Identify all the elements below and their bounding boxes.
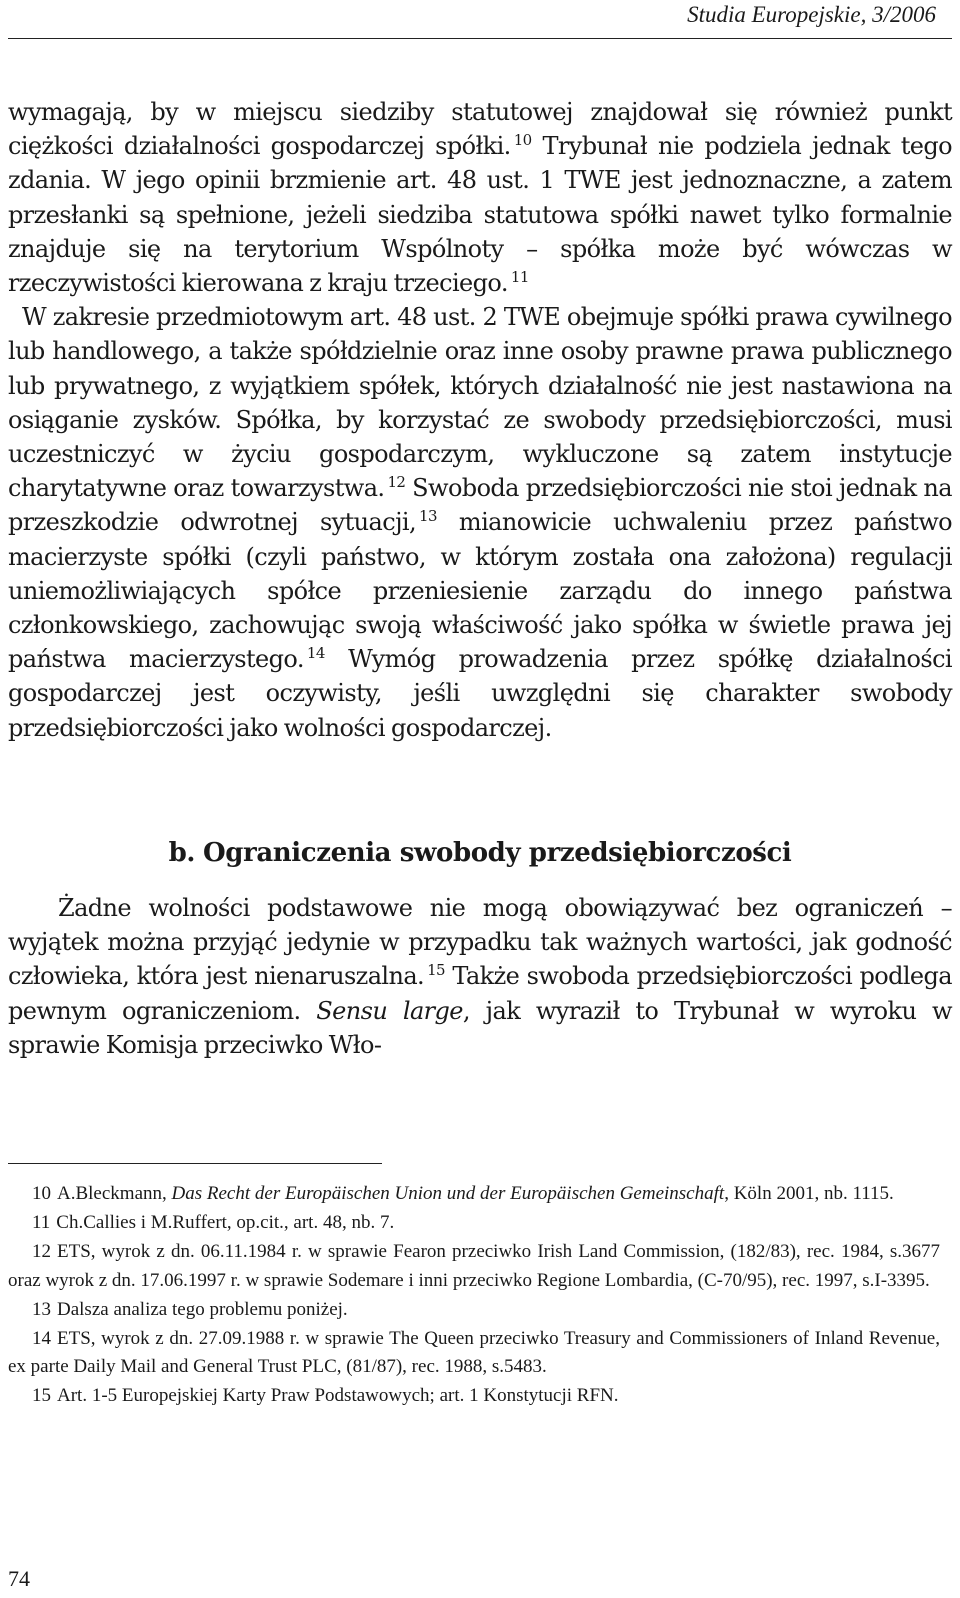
paragraph-text: wymagają, by w miejscu siedziby statutowej znajdował się również punkt ciężkości działalności gospodarczej spółki. — [8, 98, 952, 161]
footnote-number: 12 — [32, 1240, 51, 1262]
footnote-number: 15 — [32, 1385, 51, 1407]
paragraph-text: Trybunał nie podziela jednak tego zdania. W jego opinii brzmienie art. 48 ust. 1 TWE jest jednoznaczne, a zatem przesłanki są spełnione, jeżeli siedziba statutowa spółki nawet tylko formalnie znajduje się na terytorium Wspólnoty – spółka może być wówczas w rzeczywistości kierowana z kraju trzeciego. — [8, 132, 952, 298]
section-letter: b. — [168, 838, 196, 868]
paragraph-text: Swoboda przedsiębiorczości nie stoi jednak na przeszkodzie odwrotnej sytuacji, — [8, 474, 952, 537]
footnote-number: 11 — [32, 1211, 51, 1233]
footnote-number: 10 — [32, 1183, 51, 1204]
paragraph-text: W zakresie przedmiotowym art. 48 ust. 2 TWE obejmuje spółki prawa cywilnego lub handlowego, a także spółdzielnie oraz inne osoby prawne prawa publicznego lub prywatnego, z wyjątkiem spółek, których działalność nie jest nastawiona na osiąganie zysków. Spółka, by korzystać ze swobody przedsiębiorczości, musi uczestniczyć w życiu gospodarczym, wykluczone są zatem instytucje charytatywne oraz towarzystwa. — [8, 303, 952, 503]
footnote-ref[interactable]: 12 — [387, 473, 406, 492]
header-rule — [8, 38, 952, 39]
footnote-ref[interactable]: 15 — [427, 961, 445, 980]
footnote-text: ETS, wyrok z dn. 27.09.1988 r. w sprawie The Queen przeciwko Treasury and Commissioners of Inland Revenue, ex parte Daily Mail and General Trust PLC, (81/87), rec. 1988, s.5483. — [8, 1327, 940, 1378]
paragraph-text: mianowicie uchwaleniu przez państwo macierzyste spółki (czyli państwo, w którym została ona założona) regulacji uniemożliwiających spółce przeniesienie zarządu do innego państwa członkowskiego, zachowując swoją właściwość jako spółka w świetle prawa jej państwa macierzystego. — [8, 508, 952, 674]
footnote-text: ETS, wyrok z dn. 06.11.1984 r. w sprawie Fearon przeciwko Irish Land Commission, (182/83), rec. 1984, s.3677 oraz wyrok z dn. 17.06.1997 r. w sprawie Sodemare i inni przeciwko Regione Lombardia, (C-70/95), rec. 1997, s.I-3395. — [8, 1240, 940, 1291]
footnote — [8, 1325, 940, 1383]
running-head: Studia Europejskie, 3/2006 — [687, 2, 936, 27]
footnote-ref[interactable]: 10 — [513, 131, 532, 150]
footnote — [8, 1382, 940, 1411]
paragraph — [8, 300, 952, 745]
footnote-ref[interactable]: 13 — [419, 507, 437, 526]
footnote-text: , Köln 2001, nb. 1115. — [724, 1183, 894, 1204]
footnote-number: 13 — [32, 1298, 51, 1320]
footnote-italic: Das Recht der Europäischen Union und der Europäischen Gemeinschaft — [171, 1183, 725, 1204]
paragraph-text: Wymóg prowadzenia przez spółkę działalności gospodarczej jest oczywisty, jeśli uwzględni się charakter swobody przedsiębiorczości jako wolności gospodarczej. — [8, 645, 952, 742]
paragraph-text: , jak wyraził to Trybunał w wyroku w sprawie Komisja przeciwko Wło- — [8, 996, 952, 1059]
paragraph-text: Żadne wolności podstawowe nie mogą obowiązywać bez ograniczeń – wyjątek można przyjąć jedynie w przypadku tak ważnych wartości, jak godność człowieka, która jest nienaruszalna. — [8, 894, 952, 991]
footnote — [8, 1238, 940, 1296]
body-text — [8, 95, 952, 745]
body-text-section-b — [8, 891, 952, 1062]
page-header — [0, 0, 960, 40]
italic-phrase: Sensu large — [316, 996, 463, 1025]
footnotes — [8, 1180, 940, 1411]
footnote-text: Dalsza analiza tego problemu poniżej. — [57, 1298, 348, 1320]
footnote-text: A.Bleckmann, — [57, 1183, 172, 1204]
footnote-ref[interactable]: 11 — [510, 268, 529, 287]
page-number: 74 — [8, 1566, 30, 1591]
section-heading — [8, 838, 952, 868]
footnote-text: Art. 1-5 Europejskiej Karty Praw Podstawowych; art. 1 Konstytucji RFN. — [57, 1385, 619, 1407]
footnote-text: Ch.Callies i M.Ruffert, op.cit., art. 48, nb. 7. — [56, 1211, 395, 1233]
footnote — [8, 1209, 940, 1238]
footnote-ref[interactable]: 14 — [306, 644, 325, 663]
footnote — [8, 1180, 940, 1209]
paragraph — [8, 95, 952, 300]
footnote-rule — [8, 1163, 382, 1164]
section-title: Ograniczenia swobody przedsiębiorczości — [203, 838, 792, 868]
footnote — [8, 1296, 940, 1325]
paragraph-text: Także swoboda przedsiębiorczości podlega pewnym ograniczeniom. — [8, 962, 953, 1025]
footnote-number: 14 — [32, 1327, 51, 1349]
paragraph — [8, 891, 952, 1062]
